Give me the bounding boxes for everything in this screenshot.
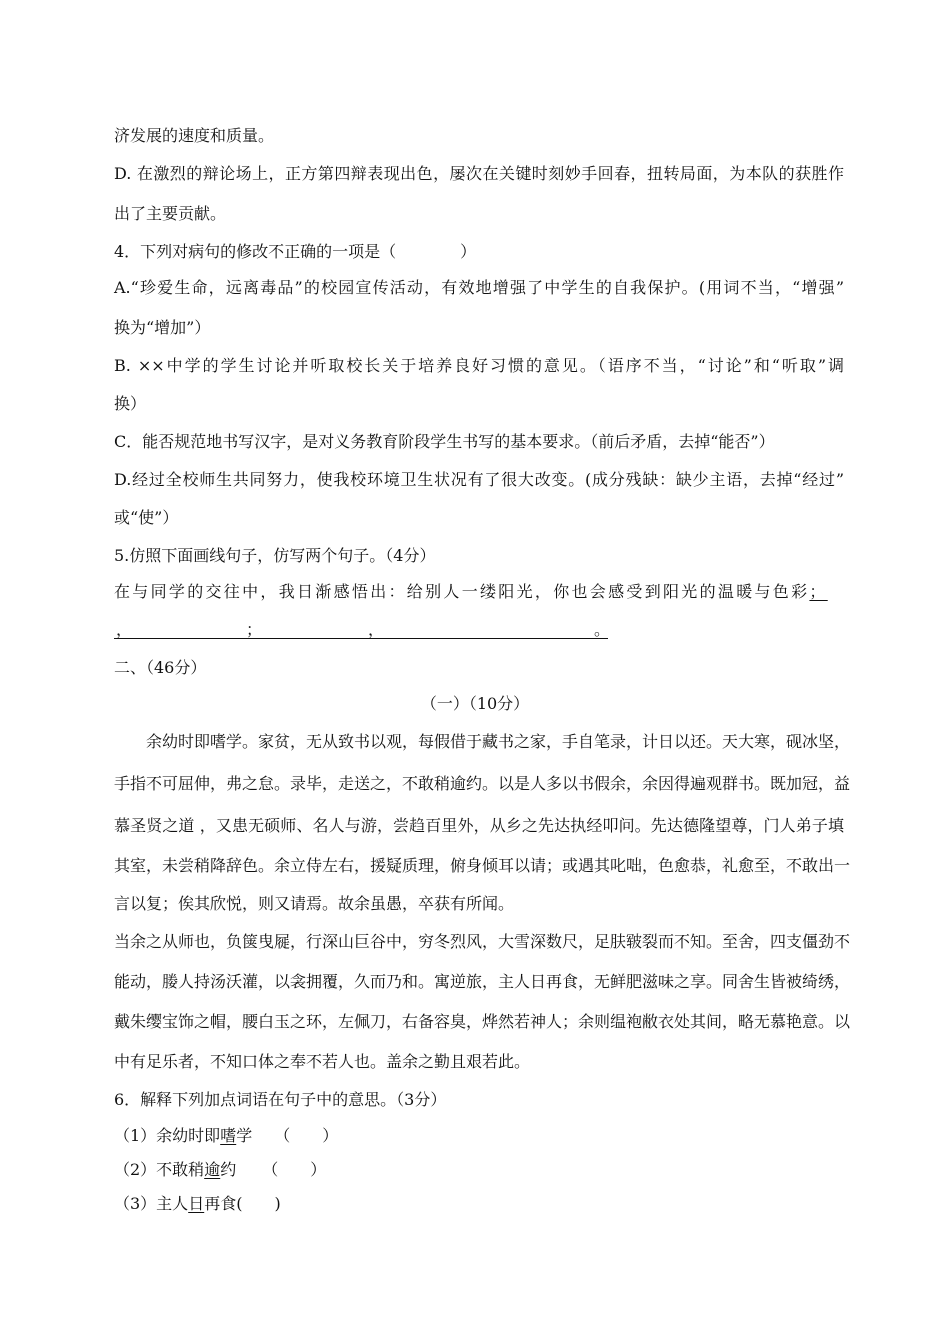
q6-item-3 <box>114 1194 844 1214</box>
passage-p2-line: 当余之从师也，负箧曳屣，行深山巨谷中，穷冬烈风，大雪深数尺，足肤皲裂而不知。至舍，四支僵劲不 <box>114 932 851 951</box>
passage-p2-line: 中有足乐者，不知口体之奉不若人也。盖余之勤且艰若此。 <box>114 1052 531 1071</box>
blank-comma-2: ， <box>368 620 385 639</box>
passage-p1-line: 言以复；俟其欣悦，则又请焉。故余虽愚，卒获有所闻。 <box>114 894 515 913</box>
section-2-sub-heading: （一）（10分） <box>420 694 530 713</box>
answer-underline[interactable] <box>114 620 611 639</box>
q6-item-suffix: 约 <box>220 1160 237 1179</box>
q5-stem: 5.仿照下面画线句子，仿写两个句子。（4分） <box>114 546 436 565</box>
q6-item-prefix: （1）余幼时即 <box>114 1126 221 1145</box>
section-2-heading: 二、（46分） <box>114 658 207 677</box>
q5-semicolon: ； <box>809 582 828 601</box>
q3-option-d-line2: 出了主要贡献。 <box>114 204 227 223</box>
q6-item-2 <box>114 1160 844 1180</box>
passage-p1-line: 其室，未尝稍降辞色。余立侍左右，援疑质理，俯身倾耳以请；或遇其叱咄，色愈恭，礼愈至，不敢出一 <box>114 856 851 875</box>
q6-item-1 <box>114 1126 844 1146</box>
q4-option-a-line1: A.“珍爱生命，远离毒品”的校园宣传活动，有效地增强了中学生的自我保护。(用词不当，“增强” <box>114 278 844 297</box>
q4-option-b-line2: 换） <box>114 394 147 413</box>
q6-item-prefix: （3）主人 <box>114 1194 189 1213</box>
blank-period: 。 <box>594 620 611 639</box>
q4-option-a-line2: 换为“增加”） <box>114 318 211 337</box>
q4-option-d-line2: 或“使”） <box>114 508 179 527</box>
q6-item-suffix: 再食 <box>204 1194 237 1213</box>
q6-stem: 6．解释下列加点词语在句子中的意思。（3分） <box>114 1090 447 1109</box>
q6-item-dotted-word: 嗜 <box>220 1126 237 1145</box>
q4-option-c: C．能否规范地书写汉字，是对义务教育阶段学生书写的基本要求。（前后矛盾，去掉“能否”） <box>114 432 775 451</box>
passage-p2-line: 能动，媵人持汤沃灌，以衾拥覆，久而乃和。寓逆旅，主人日再食，无鲜肥滋味之享。同舍生皆被绮绣， <box>114 972 851 991</box>
q6-item-dotted-word: 逾 <box>204 1160 221 1179</box>
passage-p1-line: 慕圣贤之道 ，又患无硕师、名人与游，尝趋百里外，从乡之先达执经叩问。先达德隆望尊，门人弟子填 <box>114 816 844 835</box>
q6-item-answer-paren[interactable]: （ ） <box>274 1126 339 1145</box>
q6-item-answer-paren[interactable]: （ ） <box>262 1160 327 1179</box>
q6-item-suffix: 学 <box>236 1126 253 1145</box>
q5-model-sentence <box>114 582 844 602</box>
q4-option-d-line1: D.经过全校师生共同努力，使我校环境卫生状况有了很大改变。(成分残缺：缺少主语，去掉“经过” <box>114 470 844 489</box>
q4-stem: 4．下列对病句的修改不正确的一项是（ ） <box>114 242 477 261</box>
blank-semicolon: ； <box>246 620 263 639</box>
blank-comma-1: ， <box>116 620 133 639</box>
q6-item-answer-paren[interactable]: ( ) <box>236 1194 281 1213</box>
q6-item-dotted-word: 日 <box>188 1194 205 1213</box>
q3-option-c-end: 济发展的速度和质量。 <box>114 126 275 145</box>
passage-p2-line: 戴朱缨宝饰之帽，腰白玉之环，左佩刀，右备容臭，烨然若神人；余则缊袍敝衣处其间，略无慕艳意。以 <box>114 1012 851 1031</box>
q6-item-prefix: （2）不敢稍 <box>114 1160 205 1179</box>
passage-p1-line: 手指不可屈伸，弗之怠。录毕，走送之，不敢稍逾约。以是人多以书假余，余因得遍观群书。既加冠，益 <box>114 774 851 793</box>
q3-option-d-line1: D. 在激烈的辩论场上，正方第四辩表现出色，屡次在关键时刻妙手回春，扭转局面，为本队的获胜作 <box>114 164 844 183</box>
q4-option-b-line1: B. ××中学的学生讨论并听取校长关于培养良好习惯的意见。（语序不当，“讨论”和“听取”调 <box>114 356 844 375</box>
passage-p1-line: 余幼时即嗜学。家贫，无从致书以观，每假借于藏书之家，手自笔录，计日以还。天大寒，砚冰坚， <box>146 732 851 751</box>
q5-sentence-text: 在与同学的交往中，我日渐感悟出：给别人一缕阳光，你也会感受到阳光的温暖与色彩 <box>114 582 810 601</box>
